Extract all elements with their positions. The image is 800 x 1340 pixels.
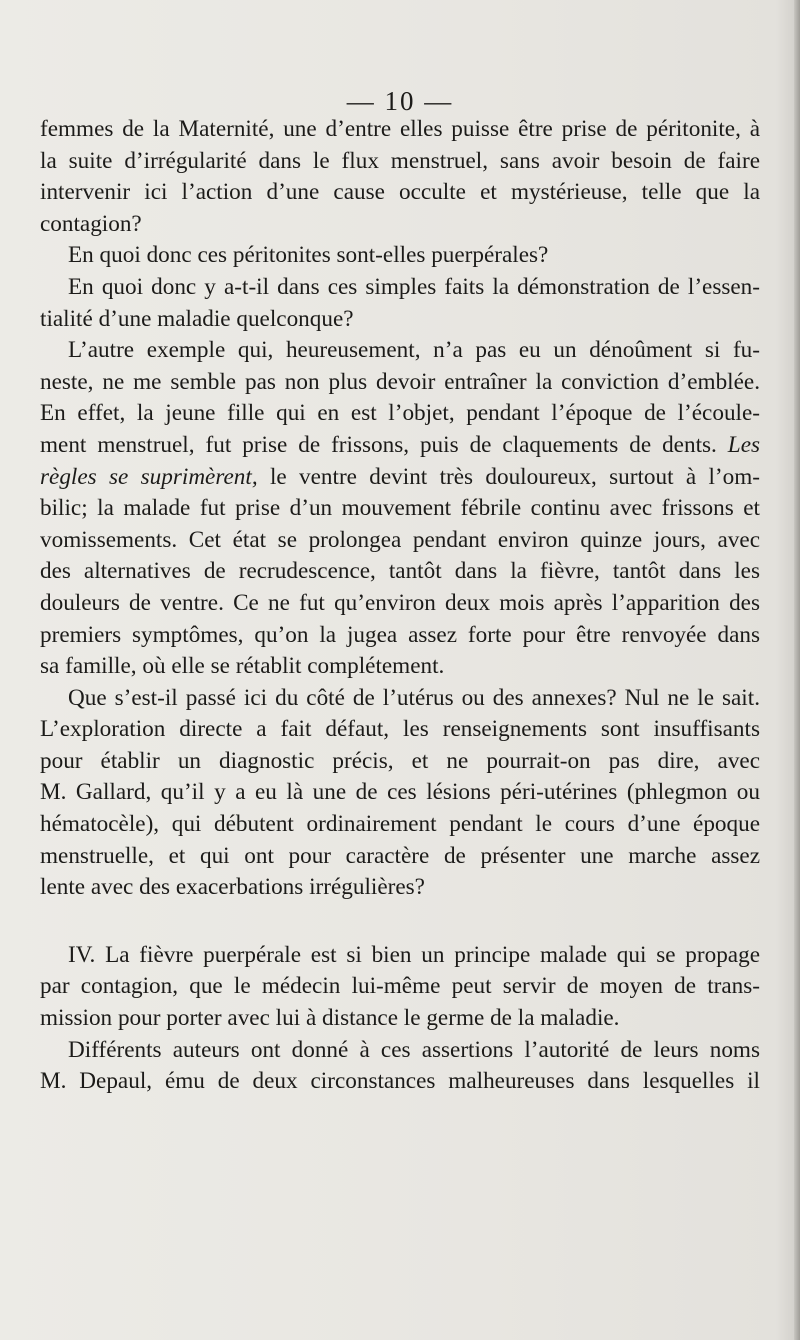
text-line: L’exploration directe a fait défaut, les renseignements sont insuffisants [40, 716, 760, 743]
text-line-with-italic [40, 430, 760, 462]
text-line: En quoi donc ces péritonites sont-elles puerpérales? [68, 242, 549, 269]
text-line: L’autre exemple qui, heureusement, n’a pas eu un dénoûment si fu- [68, 337, 760, 364]
text-line: tialité d’une maladie quelconque? [40, 305, 354, 332]
section-gap [40, 904, 760, 940]
text-line: lente avec des exacerbations irrégulières? [40, 874, 425, 901]
text-line: menstruelle, et qui ont pour caractère de présenter une marche assez [40, 842, 760, 869]
text-line: premiers symptômes, qu’on la jugea assez forte pour être renvoyée dans [40, 621, 760, 648]
text-line: sa famille, où elle se rétablit complétement. [40, 653, 445, 680]
italic-text: règles se suprimèrent, [40, 463, 258, 490]
text-line: intervenir ici l’action d’une cause occulte et mystérieuse, telle que la [40, 179, 760, 206]
text-line: mission pour porter avec lui à distance le germe de la maladie. [40, 1005, 620, 1032]
text-line: hématocèle), qui débutent ordinairement pendant le cours d’une époque [40, 811, 760, 838]
paragraph-6 [40, 940, 760, 1035]
text-line: femmes de la Maternité, une d’entre elles puisse être prise de péritonite, à [40, 116, 760, 142]
text-line: neste, ne me semble pas non plus devoir entraîner la conviction d’emblée. [40, 368, 760, 395]
body-text [40, 114, 760, 1098]
text-line: vomissements. Cet état se prolongea pendant environ quinze jours, avec [40, 526, 760, 553]
page-edge-shadow [794, 0, 800, 1340]
paragraph-7 [40, 1035, 760, 1098]
text-line: En effet, la jeune fille qui en est l’objet, pendant l’époque de l’écoule- [40, 400, 760, 427]
text-line: contagion? [40, 210, 142, 237]
text-line-with-italic [40, 462, 760, 494]
paragraph-2 [40, 240, 760, 272]
text-line: bilic; la malade fut prise d’un mouvement fébrile continu avec frissons et [40, 495, 760, 522]
text-line: par contagion, que le médecin lui-même peut servir de moyen de trans- [40, 973, 760, 1000]
text-line: IV. La fièvre puerpérale est si bien un principe malade qui se propage [68, 941, 760, 968]
text-line: M. Gallard, qu’il y a eu là une de ces lésions péri-utérines (phlegmon ou [40, 779, 760, 806]
text-line: douleurs de ventre. Ce ne fut qu’environ deux mois après l’apparition des [40, 589, 760, 616]
text-line: la suite d’irrégularité dans le flux menstruel, sans avoir besoin de faire [40, 147, 760, 174]
paragraph-5 [40, 683, 760, 904]
text-line: Différents auteurs ont donné à ces assertions l’autorité de leurs noms [68, 1036, 760, 1063]
text-segment: le ventre devint très douloureux, surtout à l’om- [257, 463, 760, 490]
text-segment: ment menstruel, fut prise de frissons, puis de claquements de dents. [40, 431, 717, 458]
text-line: pour établir un diagnostic précis, et ne pourrait-on pas dire, avec [40, 747, 760, 774]
text-line: des alternatives de recrudescence, tantôt dans la fièvre, tantôt dans les [40, 558, 760, 585]
paragraph-3 [40, 272, 760, 335]
text-line: M. Depaul, ému de deux circonstances malheureuses dans lesquelles il [40, 1068, 760, 1095]
text-line: En quoi donc y a-t-il dans ces simples faits la démonstration de l’essen- [68, 273, 760, 300]
paragraph-1 [40, 114, 760, 240]
text-line: Que s’est-il passé ici du côté de l’utérus ou des annexes? Nul ne le sait. [68, 684, 760, 711]
italic-text: Les [727, 431, 761, 458]
paragraph-4 [40, 335, 760, 683]
page-number: — 10 — [346, 86, 454, 116]
